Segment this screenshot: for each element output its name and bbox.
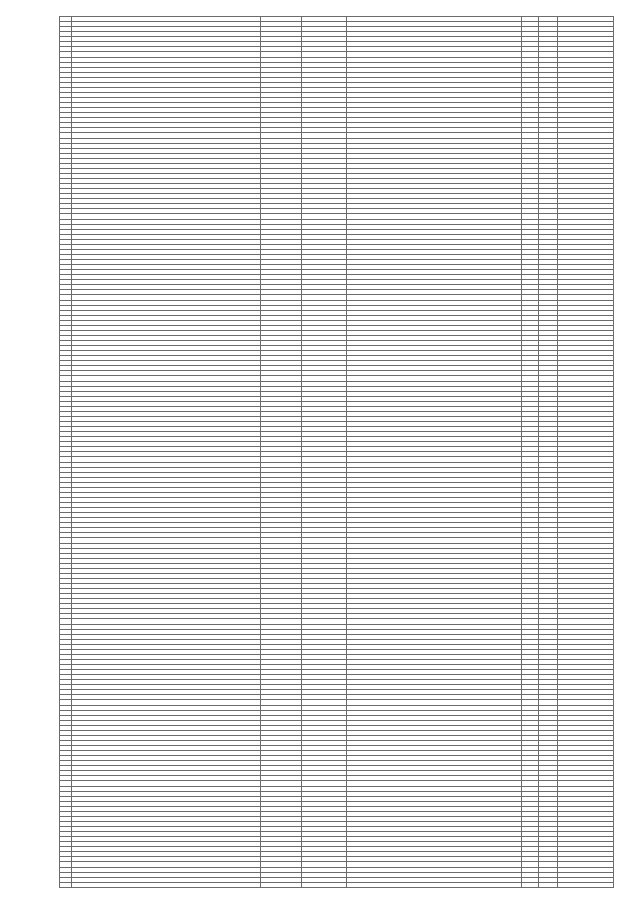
table-cell-work-type	[347, 882, 522, 887]
table-cell-end-year	[539, 882, 558, 887]
table-cell-address	[72, 882, 261, 887]
table-body	[60, 17, 614, 888]
table-cell-year-1	[261, 882, 302, 887]
table-cell-year-2	[302, 882, 347, 887]
table-cell-start-year	[522, 882, 539, 887]
data-table	[59, 16, 614, 888]
table-cell-row-number	[60, 882, 72, 887]
table-cell-cost	[558, 882, 614, 887]
table-row	[60, 882, 614, 887]
